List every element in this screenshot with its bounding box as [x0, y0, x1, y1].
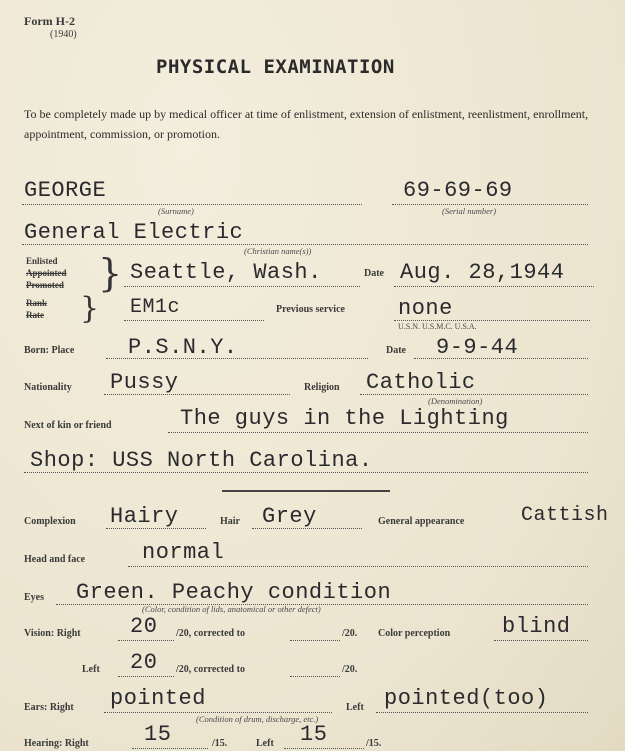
ears-right-line	[104, 712, 332, 713]
serial-line	[392, 204, 588, 205]
hair-value: Grey	[262, 504, 317, 529]
place-value: Seattle, Wash.	[130, 260, 322, 285]
hearing-right-denominator: /15.	[212, 738, 228, 749]
color-perception-line	[494, 640, 588, 641]
vision-right-corrected-denominator: /20.	[342, 628, 358, 639]
rate-label: Rate	[26, 310, 44, 320]
ears-left-line	[376, 712, 588, 713]
eyes-value: Green. Peachy condition	[76, 580, 392, 605]
nationality-value: Pussy	[110, 370, 179, 395]
hair-label: Hair	[220, 516, 240, 527]
ears-left-value: pointed(too)	[384, 686, 549, 711]
vision-right-label: Vision: Right	[24, 628, 81, 639]
surname-line	[22, 204, 362, 205]
religion-value: Catholic	[366, 370, 476, 395]
serial-value: 69-69-69	[403, 178, 513, 203]
vision-left-line	[118, 676, 174, 677]
complexion-line	[106, 528, 206, 529]
rate-value: EM1c	[130, 296, 181, 319]
next-of-kin-value-1: The guys in the Lighting	[180, 406, 509, 431]
ears-right-value: pointed	[110, 686, 206, 711]
nationality-label: Nationality	[24, 382, 72, 393]
eyes-line	[56, 604, 588, 605]
vision-left-value: 20	[130, 650, 158, 675]
hearing-left-denominator: /15.	[366, 738, 382, 749]
next-of-kin-label: Next of kin or friend	[24, 420, 112, 431]
date-line	[394, 286, 594, 287]
vision-right-denominator: /20, corrected to	[176, 628, 245, 639]
enlisted-label: Enlisted	[26, 256, 58, 266]
serial-label: (Serial number)	[442, 206, 497, 216]
hearing-right-label: Hearing: Right	[24, 738, 89, 749]
christian-name-label: (Christian name(s))	[244, 246, 312, 256]
surname-value: GEORGE	[24, 178, 107, 203]
enlisted-brace: }	[98, 251, 123, 295]
vision-right-line	[118, 640, 174, 641]
previous-service-line	[394, 320, 590, 321]
denomination-label: (Denomination)	[428, 396, 483, 406]
place-line	[124, 286, 360, 287]
general-appearance-label: General appearance	[378, 516, 465, 527]
vision-left-corrected-denominator: /20.	[342, 664, 358, 675]
next-of-kin-value-2: Shop: USS North Carolina.	[30, 448, 373, 473]
born-place-line	[106, 358, 368, 359]
color-perception-value: blind	[502, 614, 571, 639]
vision-left-label: Left	[82, 664, 100, 675]
complexion-value: Hairy	[110, 504, 179, 529]
section-divider	[222, 490, 390, 492]
eyes-note: (Color, condition of lids, anatomical or other defect)	[142, 604, 321, 614]
born-date-label: Date	[386, 345, 406, 356]
form-id: Form H-2	[24, 14, 75, 28]
form-title: PHYSICAL EXAMINATION	[156, 56, 395, 78]
head-face-line	[128, 566, 588, 567]
born-date-line	[414, 358, 588, 359]
vision-left-corrected-line	[290, 676, 340, 677]
hearing-left-value: 15	[300, 722, 328, 747]
hearing-right-value: 15	[144, 722, 172, 747]
christian-name-line	[22, 244, 588, 245]
previous-service-value: none	[398, 296, 453, 321]
vision-right-corrected-line	[290, 640, 340, 641]
form-instructions: To be completely made up by medical officer at time of enlistment, extension of enlistment, reenlistment, enrollment, appointment, commission, or promotion.	[24, 107, 589, 141]
promoted-label: Promoted	[26, 280, 64, 290]
rate-brace: }	[80, 291, 100, 326]
christian-name-value: General Electric	[24, 220, 244, 245]
religion-label: Religion	[304, 382, 340, 393]
form-year: (1940)	[50, 29, 77, 40]
date-label: Date	[364, 268, 384, 279]
hearing-left-label: Left	[256, 738, 274, 749]
head-face-value: normal	[142, 540, 225, 565]
ears-note: (Condition of drum, discharge, etc.)	[196, 714, 319, 724]
date-value: Aug. 28,1944	[400, 260, 565, 285]
rank-label: Rank	[26, 298, 48, 308]
vision-left-denominator: /20, corrected to	[176, 664, 245, 675]
appointed-label: Appointed	[26, 268, 67, 278]
religion-line	[360, 394, 588, 395]
service-branches: U.S.N. U.S.M.C. U.S.A.	[398, 322, 477, 331]
eyes-label: Eyes	[24, 592, 44, 603]
head-face-label: Head and face	[24, 554, 86, 565]
born-date-value: 9-9-44	[436, 335, 519, 360]
born-place-value: P.S.N.Y.	[128, 335, 238, 360]
rate-line	[124, 320, 264, 321]
hearing-right-line	[132, 748, 208, 749]
previous-service-label: Previous service	[276, 304, 345, 315]
nationality-line	[104, 394, 290, 395]
vision-right-value: 20	[130, 614, 158, 639]
born-place-label: Born: Place	[24, 345, 75, 356]
surname-label: (Surname)	[158, 206, 194, 216]
color-perception-label: Color perception	[378, 628, 451, 639]
next-of-kin-line-1	[168, 432, 588, 433]
hearing-left-line	[284, 748, 364, 749]
ears-left-label: Left	[346, 702, 364, 713]
ears-right-label: Ears: Right	[24, 702, 74, 713]
next-of-kin-line-2	[24, 472, 588, 473]
complexion-label: Complexion	[24, 516, 76, 527]
general-appearance-value: Cattish	[521, 504, 609, 527]
hair-line	[252, 528, 362, 529]
